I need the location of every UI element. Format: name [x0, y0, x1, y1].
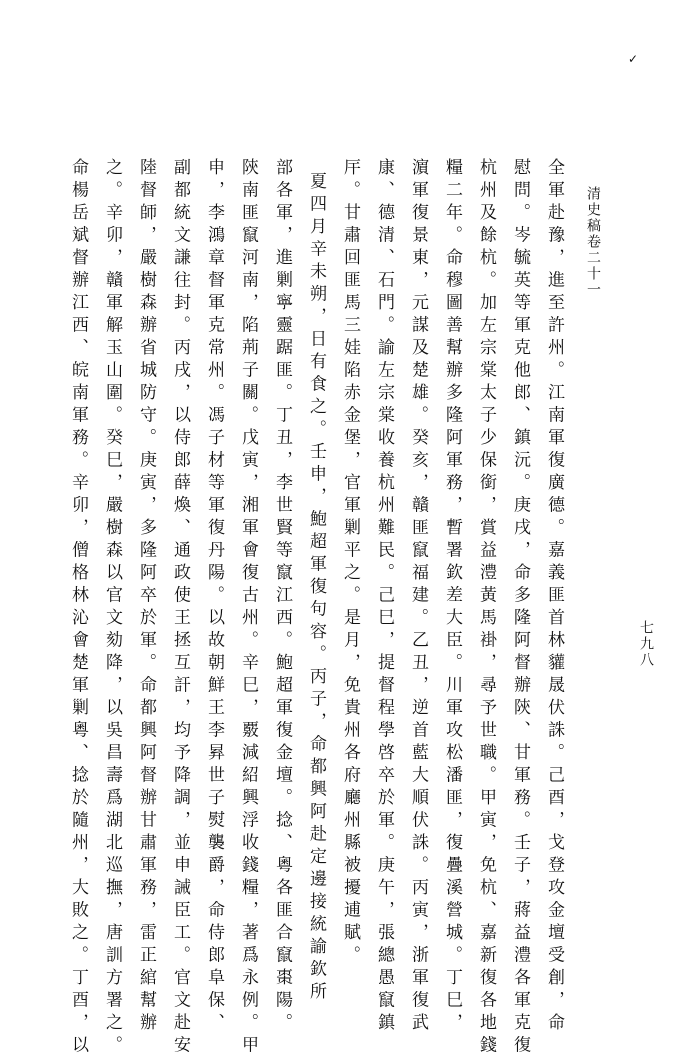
text-column: 陝南匪竄河南，陷荊子關。戊寅，湘軍會復古州。辛巳，覈減紹興浮收錢糧，著爲永例。甲 [238, 158, 258, 1058]
text-column: 康、德清、石門。諭左宗棠收養杭州難民。己巳，提督程學啓卒於軍。庚午，張總愚竄鎮 [374, 158, 394, 1036]
text-column: 全軍赴豫，進至許州。江南軍復廣德。嘉義匪首林貛晟伏誅。己酉，戈登攻金壇受創，命 [544, 158, 564, 1036]
book-title: 清史稿卷二十一 [585, 186, 601, 298]
text-column: 杭州及餘杭。加左宗棠太子少保銜，賞益澧黃馬褂，尋予世職。甲寅，免杭、嘉新復各地錢 [476, 158, 496, 1058]
text-column: 部各軍，進剿寧靈踞匪。丁丑，李世賢等竄江西。鮑超軍復金壇。捻、粵各匪合竄棗陽。 [272, 158, 292, 1036]
text-column: 陸督師，嚴樹森辦省城防守。庚寅，多隆阿卒於軍。命都興阿督辦甘肅軍務，雷正綰幫辦 [136, 158, 156, 1036]
text-column: 之。辛卯，贛軍解玉山圍。癸巳，嚴樹森以官文劾降，以吳昌壽爲湖北巡撫，唐訓方署之。 [102, 158, 122, 1058]
page-number: 七九八 [638, 620, 654, 668]
text-column: 申，李鴻章督軍克常州。馮子材等軍復丹陽。以故朝鮮王李昪世子熨襲爵，命侍郎阜保、 [204, 158, 224, 1036]
text-column: 慰問。岑毓英等軍克他郎、鎮沅。庚戌，命多隆阿督辦陝、甘軍務。壬子，蔣益澧各軍克復 [510, 158, 530, 1058]
text-column: 命楊岳斌督辦江西、皖南軍務。辛卯，僧格林沁會楚軍剿粵、捻於隨州，大敗之。丁酉，以 [68, 158, 88, 1058]
text-column: 糧二年。命穆圖善幫辦多隆阿軍務，暫署欽差大臣。川軍攻松潘匪，復疊溪營城。丁巳， [442, 158, 462, 1036]
text-column: 濵軍復景東，元謀及楚雄。癸亥，贛匪竄福建。乙丑，逆首藍大順伏誅。丙寅，浙軍復武 [408, 158, 428, 1036]
page-mark: ✓ [628, 52, 639, 66]
text-column: 夏四月辛未朔，日有食之。壬申，鮑超軍復句容。丙子，命都興阿赴定邊接統諭欽所 [306, 172, 326, 1005]
text-column: 厈。甘肅回匪馬三娃陷赤金堡，官軍剿平之。是月，免貴州各府廳州縣被擾逋賦。 [340, 158, 360, 968]
text-column: 副都統文謙往封。丙戌，以侍郎薛煥、通政使王拯互訐，均予降調，並申誡臣工。官文赴安 [170, 158, 190, 1058]
